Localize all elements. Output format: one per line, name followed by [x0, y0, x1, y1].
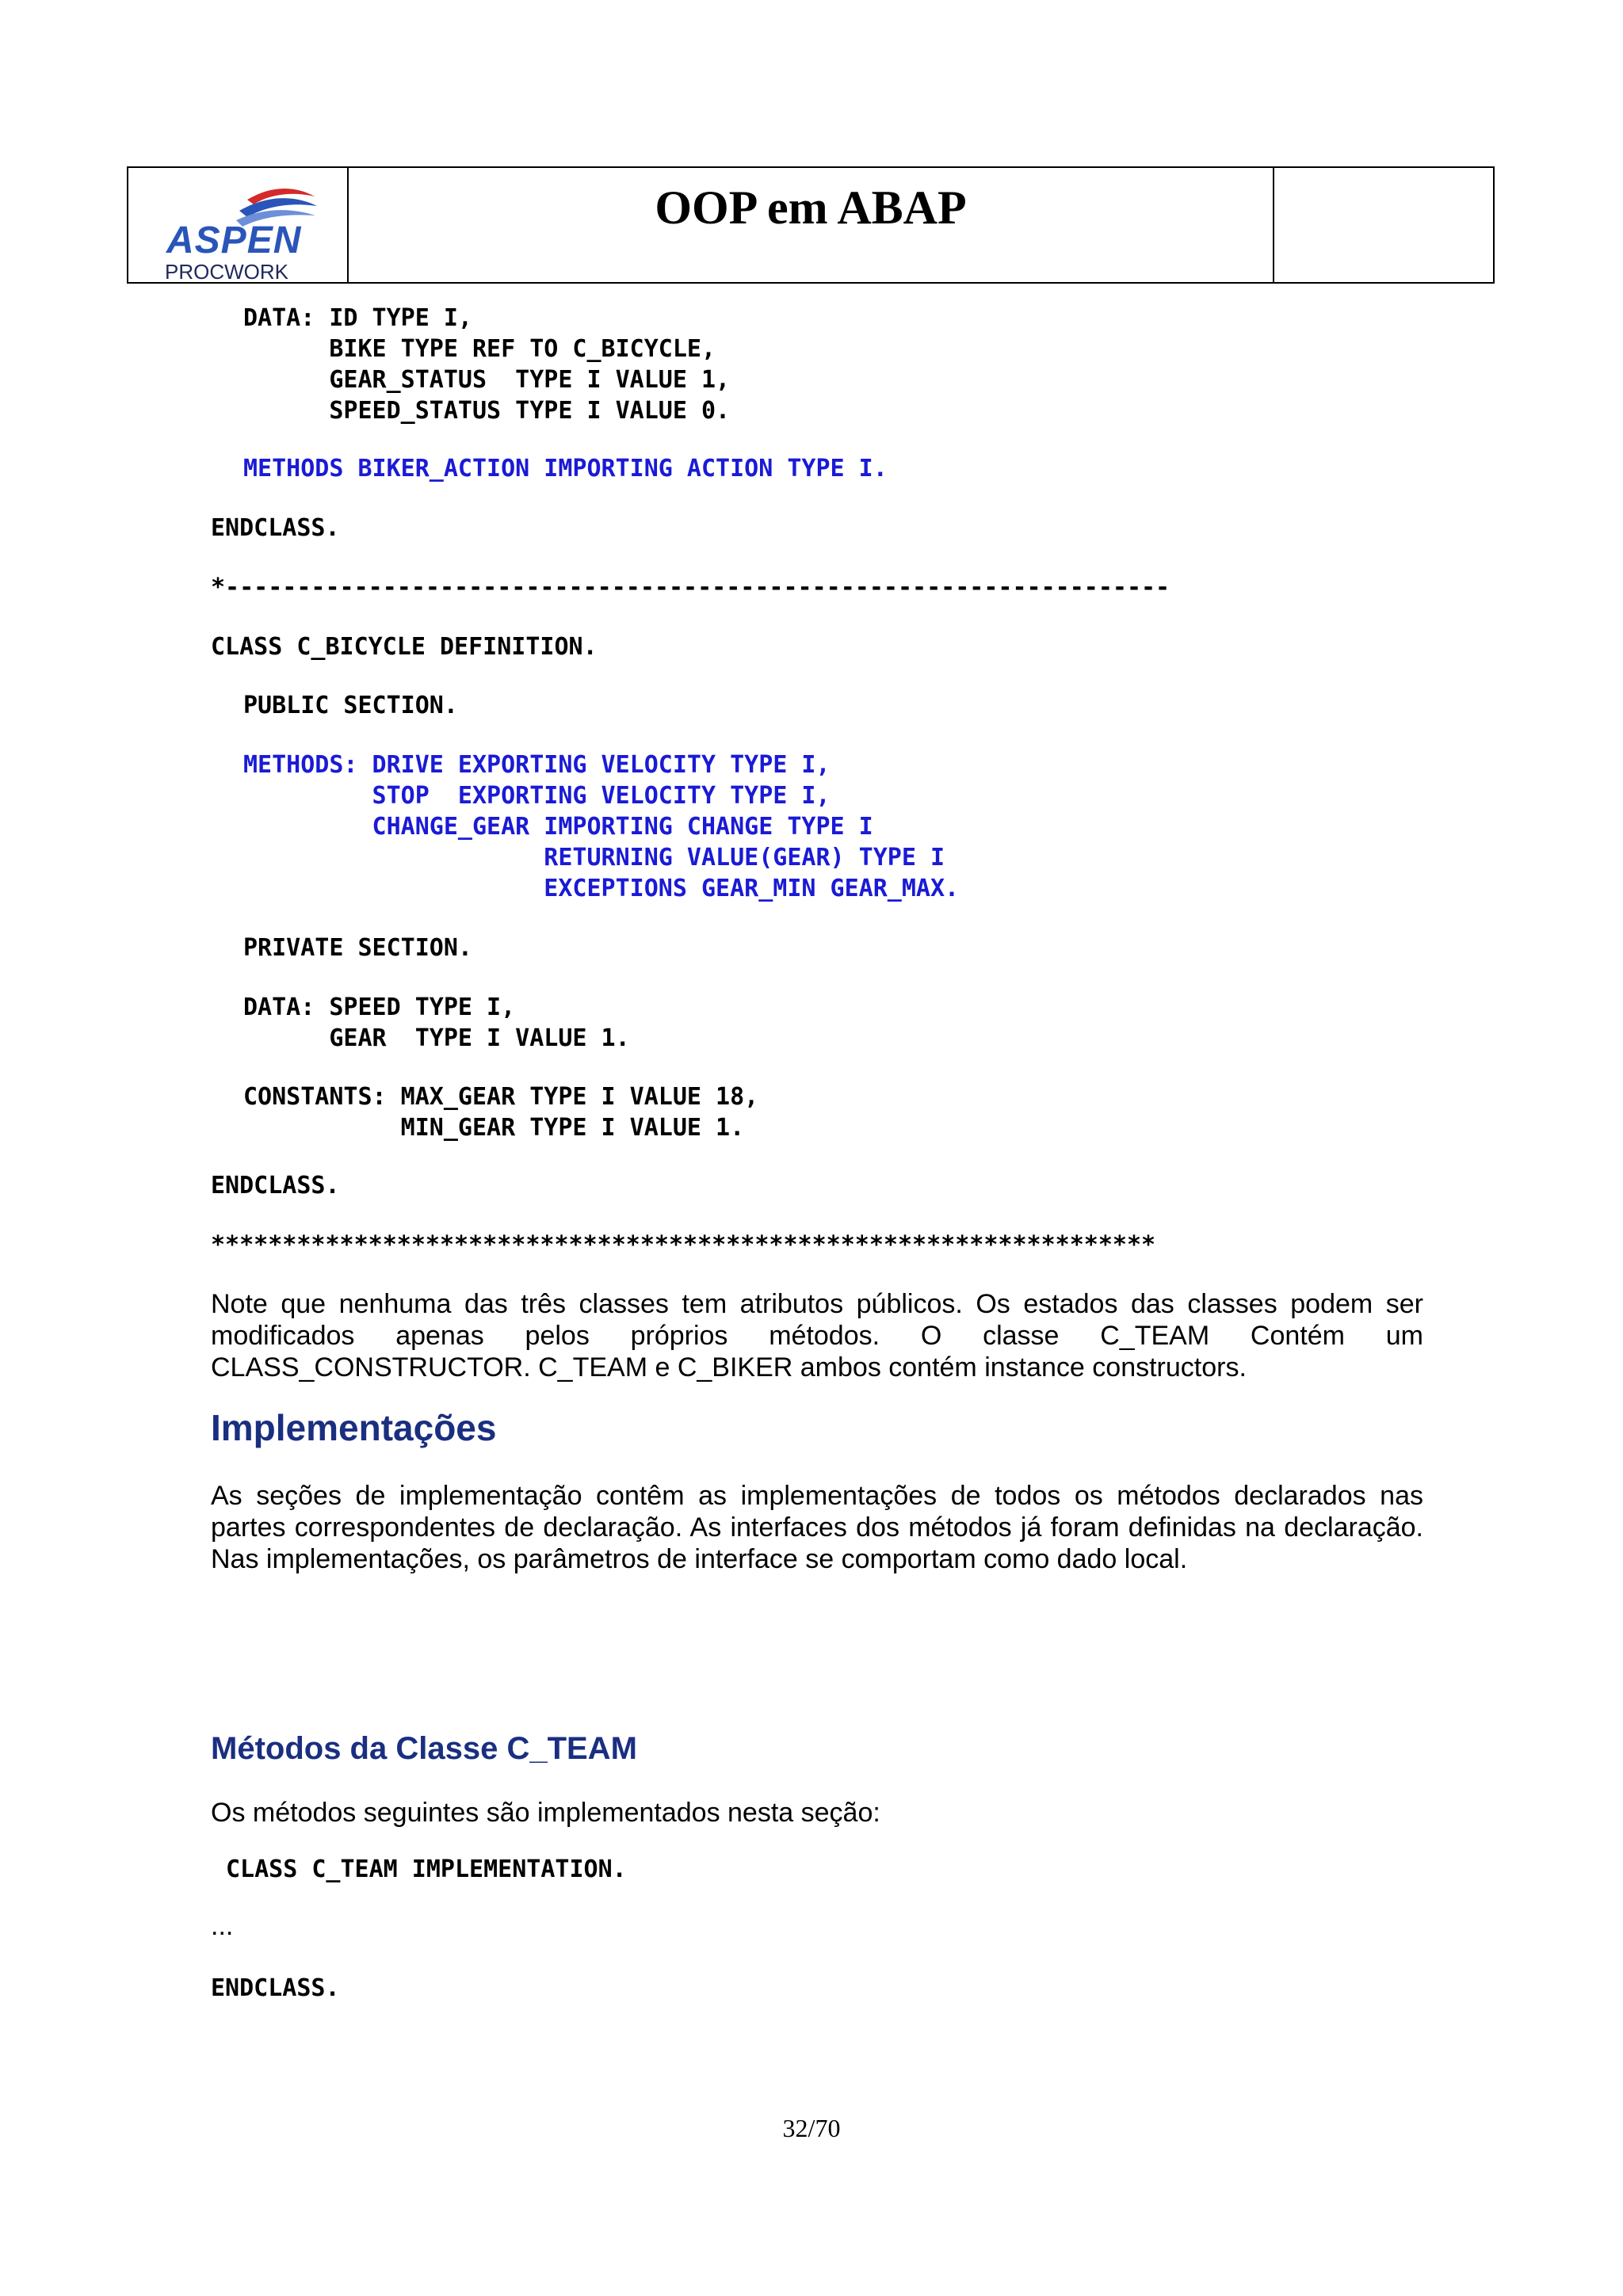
code-class-definition: CLASS C_BICYCLE DEFINITION. [211, 633, 598, 661]
code-separator-dashes: *------------------------------------------------------------------ [211, 574, 1170, 601]
code-endclass: ENDCLASS. [211, 1974, 340, 2002]
code-methods-block: METHODS: DRIVE EXPORTING VELOCITY TYPE I, STOP EXPORTING VELOCITY TYPE I, CHANGE_GEAR IMPORTING CHANGE TYPE I RETURNING VALUE(GEAR) TYPE I EXCEPTIONS GEAR_MIN GEAR_MAX. [243, 751, 960, 902]
logo-subtext: PROCWORK [165, 260, 288, 284]
logo-text: ASPEN [166, 219, 302, 261]
code-methods-biker-action: METHODS BIKER_ACTION IMPORTING ACTION TYPE I. [243, 455, 888, 482]
heading-implementacoes: Implementações [211, 1407, 497, 1448]
code-endclass: ENDCLASS. [211, 514, 340, 542]
page-number: 32/70 [782, 2114, 841, 2142]
paragraph-note: Note que nenhuma das três classes tem atributos públicos. Os estados das classes podem ser modificados apenas pelos próprios métodos. O classe C_TEAM Contém um CLASS_CONSTRUCTOR. C_TEAM e C_BIKER ambos contém instance constructors. [211, 1289, 1423, 1383]
code-data-declaration: DATA: ID TYPE I, BIKE TYPE REF TO C_BICYCLE, GEAR_STATUS TYPE I VALUE 1, SPEED_STATUS TYPE I VALUE 0. [243, 304, 731, 425]
paragraph-implementacoes: As seções de implementação contêm as implementações de todos os métodos declarados nas partes correspondentes de declaração. As interfaces dos métodos já foram definidas na declaração. Nas implementações, os parâmetros de interface se comportam como dado local. [211, 1481, 1423, 1574]
document-title: OOP em ABAP [655, 181, 967, 234]
header-empty-cell [1274, 168, 1493, 282]
heading-metodos-c-team: Métodos da Classe C_TEAM [211, 1731, 637, 1766]
code-public-section: PUBLIC SECTION. [243, 692, 458, 719]
code-constants: CONSTANTS: MAX_GEAR TYPE I VALUE 18, MIN_GEAR TYPE I VALUE 1. [243, 1083, 759, 1142]
logo-cell [128, 168, 349, 282]
paragraph-metodos: Os métodos seguintes são implementados nesta seção: [211, 1798, 880, 1828]
aspen-logo [160, 184, 319, 284]
code-ellipsis: ... [211, 1911, 234, 1941]
code-private-data: DATA: SPEED TYPE I, GEAR TYPE I VALUE 1. [243, 994, 630, 1052]
code-class-implementation: CLASS C_TEAM IMPLEMENTATION. [226, 1855, 627, 1883]
page-header [127, 166, 1495, 284]
code-private-section: PRIVATE SECTION. [243, 934, 472, 962]
document-title-cell [349, 168, 1274, 282]
code-endclass: ENDCLASS. [211, 1172, 340, 1199]
code-separator-stars: ****************************************************************** [211, 1231, 1156, 1259]
